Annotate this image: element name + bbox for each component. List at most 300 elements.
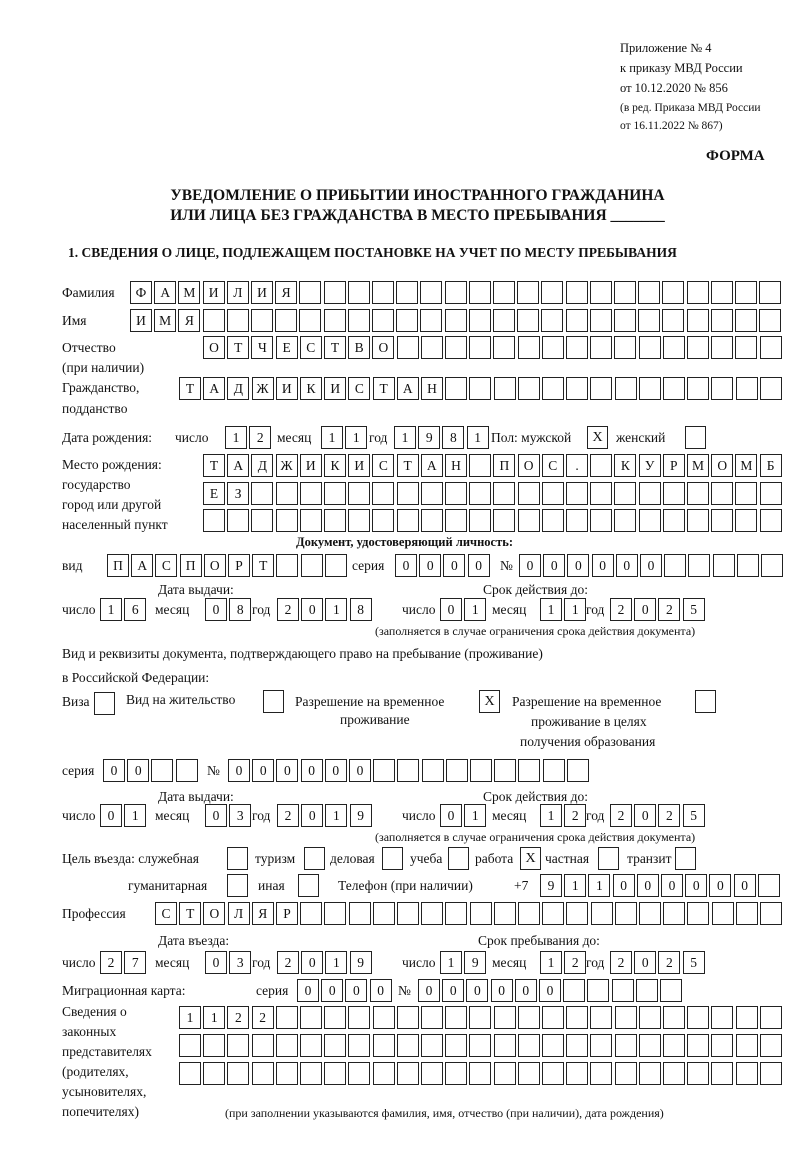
char-cell[interactable] [711,509,733,532]
char-cell[interactable] [735,336,757,359]
char-cell[interactable] [760,482,782,505]
char-cell[interactable]: Т [203,454,225,477]
char-cell[interactable]: 1 [440,951,462,974]
char-cell[interactable]: Р [276,902,298,925]
char-cell[interactable] [566,336,588,359]
char-cell[interactable]: 0 [442,979,464,1002]
char-cell[interactable] [711,377,733,400]
char-cell[interactable] [711,482,733,505]
char-cell[interactable] [758,874,780,897]
char-cell[interactable] [275,309,297,332]
char-cell[interactable]: 5 [683,951,705,974]
char-cell[interactable]: 1 [588,874,610,897]
char-cell[interactable]: 5 [683,598,705,621]
char-cell[interactable] [590,377,612,400]
char-cell[interactable]: 0 [613,874,635,897]
char-cell[interactable]: О [203,902,225,925]
char-cell[interactable] [612,979,634,1002]
char-cell[interactable] [493,482,515,505]
char-cell[interactable] [662,309,684,332]
char-cell[interactable]: Е [203,482,225,505]
char-cell[interactable]: 1 [225,426,247,449]
char-cell[interactable] [421,482,443,505]
char-cell[interactable] [300,1034,322,1057]
char-cell[interactable]: 1 [100,598,122,621]
purpose-business-checkbox[interactable] [382,847,403,870]
char-cell[interactable] [713,554,735,577]
char-cell[interactable] [251,482,273,505]
char-cell[interactable]: И [276,377,298,400]
char-cell[interactable]: Ж [252,377,274,400]
char-cell[interactable] [760,902,782,925]
char-cell[interactable] [469,309,491,332]
char-cell[interactable] [227,1034,249,1057]
char-cell[interactable] [736,1034,758,1057]
char-cell[interactable] [614,336,636,359]
char-cell[interactable]: 0 [640,554,662,577]
char-cell[interactable]: 1 [564,874,586,897]
char-cell[interactable] [542,1062,564,1085]
char-cell[interactable]: 1 [540,598,562,621]
char-cell[interactable] [421,1062,443,1085]
char-cell[interactable] [566,281,588,304]
char-cell[interactable]: 0 [519,554,541,577]
char-cell[interactable]: 0 [301,598,323,621]
char-cell[interactable] [421,902,443,925]
char-cell[interactable]: 0 [370,979,392,1002]
char-cell[interactable] [736,902,758,925]
char-cell[interactable] [543,759,565,782]
char-cell[interactable]: Т [179,902,201,925]
char-cell[interactable]: 0 [734,874,756,897]
char-cell[interactable] [348,1034,370,1057]
char-cell[interactable]: 8 [229,598,251,621]
char-cell[interactable] [445,902,467,925]
char-cell[interactable] [760,509,782,532]
char-cell[interactable] [324,482,346,505]
char-cell[interactable] [348,1006,370,1029]
char-cell[interactable] [176,759,198,782]
char-cell[interactable] [736,1006,758,1029]
char-cell[interactable] [518,1034,540,1057]
char-cell[interactable]: Я [252,902,274,925]
char-cell[interactable] [396,281,418,304]
char-cell[interactable] [227,309,249,332]
purpose-private-checkbox[interactable] [598,847,619,870]
char-cell[interactable]: 0 [491,979,513,1002]
char-cell[interactable]: Д [227,377,249,400]
char-cell[interactable] [420,281,442,304]
char-cell[interactable]: У [639,454,661,477]
char-cell[interactable] [518,1062,540,1085]
char-cell[interactable]: 6 [124,598,146,621]
char-cell[interactable] [735,281,757,304]
char-cell[interactable] [518,377,540,400]
char-cell[interactable] [301,554,323,577]
char-cell[interactable] [469,482,491,505]
char-cell[interactable] [348,482,370,505]
char-cell[interactable] [639,1034,661,1057]
char-cell[interactable]: Р [228,554,250,577]
char-cell[interactable] [300,1062,322,1085]
char-cell[interactable] [420,309,442,332]
char-cell[interactable]: 0 [228,759,250,782]
char-cell[interactable] [276,482,298,505]
char-cell[interactable]: 2 [277,804,299,827]
char-cell[interactable]: 8 [442,426,464,449]
char-cell[interactable]: 0 [661,874,683,897]
char-cell[interactable]: 0 [637,874,659,897]
char-cell[interactable]: 5 [683,804,705,827]
char-cell[interactable] [203,309,225,332]
char-cell[interactable]: 0 [205,598,227,621]
char-cell[interactable]: Н [445,454,467,477]
char-cell[interactable] [421,1034,443,1057]
char-cell[interactable]: Т [227,336,249,359]
purpose-study-checkbox[interactable] [448,847,469,870]
char-cell[interactable]: 2 [610,951,632,974]
char-cell[interactable] [614,482,636,505]
char-cell[interactable] [518,509,540,532]
char-cell[interactable] [590,1034,612,1057]
char-cell[interactable] [542,1034,564,1057]
char-cell[interactable]: Н [421,377,443,400]
char-cell[interactable]: 2 [564,951,586,974]
char-cell[interactable]: А [131,554,153,577]
char-cell[interactable]: 1 [464,598,486,621]
char-cell[interactable] [276,1034,298,1057]
char-cell[interactable] [542,336,564,359]
char-cell[interactable] [372,482,394,505]
char-cell[interactable]: 1 [124,804,146,827]
char-cell[interactable]: Л [227,281,249,304]
char-cell[interactable] [397,902,419,925]
char-cell[interactable] [373,902,395,925]
char-cell[interactable]: О [711,454,733,477]
char-cell[interactable] [760,377,782,400]
char-cell[interactable] [590,1062,612,1085]
char-cell[interactable] [542,509,564,532]
char-cell[interactable] [711,1006,733,1029]
char-cell[interactable] [325,554,347,577]
char-cell[interactable] [687,1034,709,1057]
char-cell[interactable]: М [154,309,176,332]
char-cell[interactable] [469,1006,491,1029]
char-cell[interactable]: Д [251,454,273,477]
char-cell[interactable] [349,902,371,925]
char-cell[interactable]: 0 [325,759,347,782]
char-cell[interactable] [421,509,443,532]
char-cell[interactable] [469,1062,491,1085]
char-cell[interactable] [276,554,298,577]
char-cell[interactable] [542,1006,564,1029]
char-cell[interactable]: 9 [464,951,486,974]
char-cell[interactable] [590,336,612,359]
char-cell[interactable] [373,1034,395,1057]
char-cell[interactable]: 0 [567,554,589,577]
char-cell[interactable] [446,759,468,782]
char-cell[interactable] [151,759,173,782]
char-cell[interactable]: Ф [130,281,152,304]
char-cell[interactable] [518,759,540,782]
char-cell[interactable]: 0 [543,554,565,577]
char-cell[interactable] [736,1062,758,1085]
char-cell[interactable] [324,309,346,332]
char-cell[interactable]: 2 [658,598,680,621]
char-cell[interactable] [541,309,563,332]
char-cell[interactable]: 0 [440,804,462,827]
purpose-transit-checkbox[interactable] [675,847,696,870]
char-cell[interactable] [735,482,757,505]
char-cell[interactable] [372,309,394,332]
char-cell[interactable]: М [735,454,757,477]
char-cell[interactable] [445,509,467,532]
char-cell[interactable]: 1 [467,426,489,449]
char-cell[interactable]: К [324,454,346,477]
char-cell[interactable] [663,1006,685,1029]
char-cell[interactable]: 7 [124,951,146,974]
char-cell[interactable] [445,309,467,332]
char-cell[interactable] [203,509,225,532]
char-cell[interactable] [664,554,686,577]
char-cell[interactable]: 0 [539,979,561,1002]
char-cell[interactable] [759,281,781,304]
char-cell[interactable]: К [614,454,636,477]
char-cell[interactable] [566,309,588,332]
char-cell[interactable]: Т [373,377,395,400]
char-cell[interactable]: 0 [592,554,614,577]
char-cell[interactable]: Ч [251,336,273,359]
char-cell[interactable] [397,336,419,359]
char-cell[interactable]: 2 [610,598,632,621]
char-cell[interactable]: Е [276,336,298,359]
char-cell[interactable]: З [227,482,249,505]
char-cell[interactable]: С [155,554,177,577]
char-cell[interactable] [494,1006,516,1029]
char-cell[interactable] [663,1062,685,1085]
char-cell[interactable] [324,902,346,925]
char-cell[interactable] [760,1006,782,1029]
char-cell[interactable]: М [687,454,709,477]
char-cell[interactable] [542,902,564,925]
char-cell[interactable] [252,1062,274,1085]
char-cell[interactable]: 9 [418,426,440,449]
char-cell[interactable] [445,1006,467,1029]
char-cell[interactable]: И [324,377,346,400]
char-cell[interactable]: 1 [203,1006,225,1029]
char-cell[interactable]: И [251,281,273,304]
char-cell[interactable] [590,454,612,477]
char-cell[interactable] [445,281,467,304]
char-cell[interactable]: 2 [100,951,122,974]
char-cell[interactable]: К [300,377,322,400]
char-cell[interactable] [469,454,491,477]
char-cell[interactable]: 1 [321,426,343,449]
char-cell[interactable] [614,309,636,332]
char-cell[interactable] [276,1006,298,1029]
char-cell[interactable] [324,1006,346,1029]
char-cell[interactable] [711,1062,733,1085]
char-cell[interactable] [518,336,540,359]
char-cell[interactable]: 0 [321,979,343,1002]
char-cell[interactable]: А [227,454,249,477]
char-cell[interactable] [687,377,709,400]
char-cell[interactable]: 1 [345,426,367,449]
char-cell[interactable]: 0 [634,804,656,827]
char-cell[interactable] [348,309,370,332]
residence-checkbox[interactable] [263,690,284,713]
char-cell[interactable] [203,1062,225,1085]
char-cell[interactable] [397,1034,419,1057]
char-cell[interactable]: 2 [610,804,632,827]
char-cell[interactable] [736,377,758,400]
char-cell[interactable] [639,902,661,925]
char-cell[interactable] [251,309,273,332]
char-cell[interactable] [445,1034,467,1057]
char-cell[interactable] [737,554,759,577]
char-cell[interactable] [639,377,661,400]
char-cell[interactable] [348,1062,370,1085]
char-cell[interactable]: С [542,454,564,477]
char-cell[interactable]: 1 [325,804,347,827]
char-cell[interactable]: Я [178,309,200,332]
char-cell[interactable]: 0 [301,951,323,974]
char-cell[interactable] [517,281,539,304]
char-cell[interactable] [687,1006,709,1029]
char-cell[interactable] [276,1062,298,1085]
char-cell[interactable]: 8 [350,598,372,621]
char-cell[interactable] [590,309,612,332]
char-cell[interactable] [615,1006,637,1029]
char-cell[interactable] [422,759,444,782]
char-cell[interactable]: . [566,454,588,477]
char-cell[interactable] [541,281,563,304]
char-cell[interactable]: О [518,454,540,477]
char-cell[interactable]: 1 [540,951,562,974]
char-cell[interactable] [760,1034,782,1057]
char-cell[interactable] [639,1062,661,1085]
char-cell[interactable]: И [130,309,152,332]
char-cell[interactable] [687,482,709,505]
char-cell[interactable] [469,377,491,400]
char-cell[interactable]: 1 [540,804,562,827]
char-cell[interactable] [396,309,418,332]
char-cell[interactable]: 1 [564,598,586,621]
char-cell[interactable] [663,902,685,925]
visa-checkbox[interactable] [94,692,115,715]
char-cell[interactable]: О [203,336,225,359]
char-cell[interactable] [494,1062,516,1085]
char-cell[interactable] [688,554,710,577]
char-cell[interactable] [252,1034,274,1057]
char-cell[interactable]: Ж [276,454,298,477]
char-cell[interactable] [566,482,588,505]
char-cell[interactable] [563,979,585,1002]
sex-female-checkbox[interactable] [685,426,706,449]
char-cell[interactable] [591,902,613,925]
char-cell[interactable] [494,759,516,782]
purpose-work-checkbox[interactable]: X [520,847,541,870]
char-cell[interactable]: А [397,377,419,400]
char-cell[interactable] [735,509,757,532]
char-cell[interactable] [493,336,515,359]
char-cell[interactable] [614,281,636,304]
char-cell[interactable] [324,281,346,304]
char-cell[interactable]: В [348,336,370,359]
char-cell[interactable] [662,281,684,304]
char-cell[interactable] [203,1034,225,1057]
char-cell[interactable] [397,509,419,532]
char-cell[interactable]: Л [228,902,250,925]
edu-residence-checkbox[interactable] [695,690,716,713]
char-cell[interactable]: Б [760,454,782,477]
char-cell[interactable] [687,336,709,359]
char-cell[interactable] [494,902,516,925]
char-cell[interactable] [663,1034,685,1057]
char-cell[interactable] [421,336,443,359]
char-cell[interactable] [638,281,660,304]
char-cell[interactable] [300,482,322,505]
char-cell[interactable] [470,759,492,782]
char-cell[interactable]: 0 [100,804,122,827]
char-cell[interactable] [639,1006,661,1029]
char-cell[interactable] [300,902,322,925]
char-cell[interactable] [687,309,709,332]
char-cell[interactable] [542,377,564,400]
char-cell[interactable]: 0 [103,759,125,782]
char-cell[interactable]: 2 [277,951,299,974]
char-cell[interactable]: 0 [127,759,149,782]
char-cell[interactable] [251,509,273,532]
char-cell[interactable] [615,1062,637,1085]
char-cell[interactable]: 1 [179,1006,201,1029]
char-cell[interactable] [711,309,733,332]
char-cell[interactable]: 0 [466,979,488,1002]
char-cell[interactable] [493,281,515,304]
char-cell[interactable] [615,1034,637,1057]
char-cell[interactable] [663,377,685,400]
char-cell[interactable] [300,1006,322,1029]
char-cell[interactable] [663,509,685,532]
char-cell[interactable] [397,759,419,782]
char-cell[interactable]: 1 [325,951,347,974]
char-cell[interactable]: П [180,554,202,577]
char-cell[interactable]: 0 [515,979,537,1002]
char-cell[interactable]: С [300,336,322,359]
char-cell[interactable] [397,1062,419,1085]
purpose-tourism-checkbox[interactable] [304,847,325,870]
char-cell[interactable] [445,336,467,359]
char-cell[interactable]: Я [275,281,297,304]
char-cell[interactable]: 0 [418,979,440,1002]
char-cell[interactable]: 0 [468,554,490,577]
char-cell[interactable]: Р [663,454,685,477]
char-cell[interactable] [760,1062,782,1085]
char-cell[interactable]: 0 [634,951,656,974]
char-cell[interactable]: 9 [350,804,372,827]
char-cell[interactable]: 1 [325,598,347,621]
char-cell[interactable]: И [203,281,225,304]
purpose-official-checkbox[interactable] [227,847,248,870]
char-cell[interactable] [636,979,658,1002]
char-cell[interactable]: 2 [277,598,299,621]
char-cell[interactable] [469,1034,491,1057]
char-cell[interactable]: О [372,336,394,359]
char-cell[interactable]: И [348,454,370,477]
char-cell[interactable]: 0 [301,804,323,827]
char-cell[interactable] [687,281,709,304]
char-cell[interactable] [711,336,733,359]
